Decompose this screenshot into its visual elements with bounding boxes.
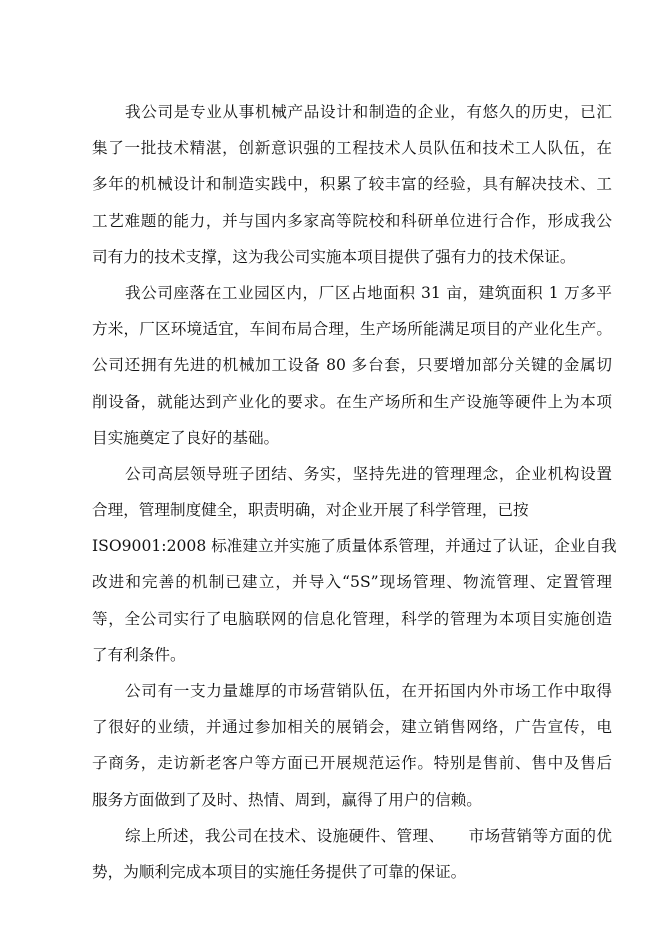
text-line: 工艺难题的能力，并与国内多家高等院校和科研单位进行合作，形成我公 [92, 211, 612, 230]
paragraph-management [92, 456, 617, 673]
text-line: 司有力的技术支撑，这为我公司实施本项目提供了强有力的技术保证。 [92, 247, 576, 266]
text-line: 公司有一支力量雄厚的市场营销队伍，在开拓国内外市场工作中取得 [125, 682, 612, 700]
text-line: 合理，管理制度健全，职责明确，对企业开展了科学管理，已按 [92, 501, 529, 520]
paragraph-technology [92, 94, 612, 275]
text-line: 多年的机械设计和制造实践中，积累了较丰富的经验，具有解决技术、工 [92, 175, 612, 194]
text-line: 我公司座落在工业园区内，厂区占地面积 31 亩，建筑面积 1 万多平 [125, 283, 612, 302]
text-line: 公司高层领导班子团结、务实，坚持先进的管理理念，企业机构设置 [125, 464, 612, 483]
text-line: 目实施奠定了良好的基础。 [92, 428, 280, 447]
text-line: 等，全公司实行了电脑联网的信息化管理，科学的管理为本项目实施创造 [92, 609, 612, 628]
text-line: 综上所述，我公司在技术、设施硬件、管理、 市场营销等方面的优 [125, 826, 612, 845]
document-body [92, 94, 617, 890]
text-line: 削设备，就能达到产业化的要求。在生产场所和生产设施等硬件上为本项 [92, 392, 612, 411]
text-line: 了有利条件。 [92, 645, 186, 664]
text-line: 我公司是专业从事机械产品设计和制造的企业，有悠久的历史，已汇 [125, 103, 612, 121]
paragraph-marketing [92, 673, 612, 818]
text-line: 改进和完善的机制已建立，并导入“5S”现场管理、物流管理、定置管理 [92, 573, 612, 592]
text-line: ISO9001:2008 标准建立并实施了质量体系管理，并通过了认证，企业自我 [92, 537, 617, 556]
text-line: 公司还拥有先进的机械加工设备 80 多台套，只要增加部分关键的金属切 [92, 356, 612, 375]
text-line: 子商务，走访新老客户等方面已开展规范运作。特别是售前、售中及售后 [92, 754, 612, 773]
text-line: 了很好的业绩，并通过参加相关的展销会，建立销售网络，广告宣传，电 [92, 718, 612, 737]
paragraph-facilities [92, 275, 612, 456]
text-line: 服务方面做到了及时、热情、周到，赢得了用户的信赖。 [92, 790, 482, 809]
text-line: 方米，厂区环境适宜，车间布局合理，生产场所能满足项目的产业化生产。 [92, 320, 612, 339]
text-line: 集了一批技术精湛，创新意识强的工程技术人员队伍和技术工人队伍，在 [92, 139, 612, 158]
paragraph-summary [92, 818, 612, 890]
text-line: 势，为顺利完成本项目的实施任务提供了可靠的保证。 [92, 862, 467, 881]
